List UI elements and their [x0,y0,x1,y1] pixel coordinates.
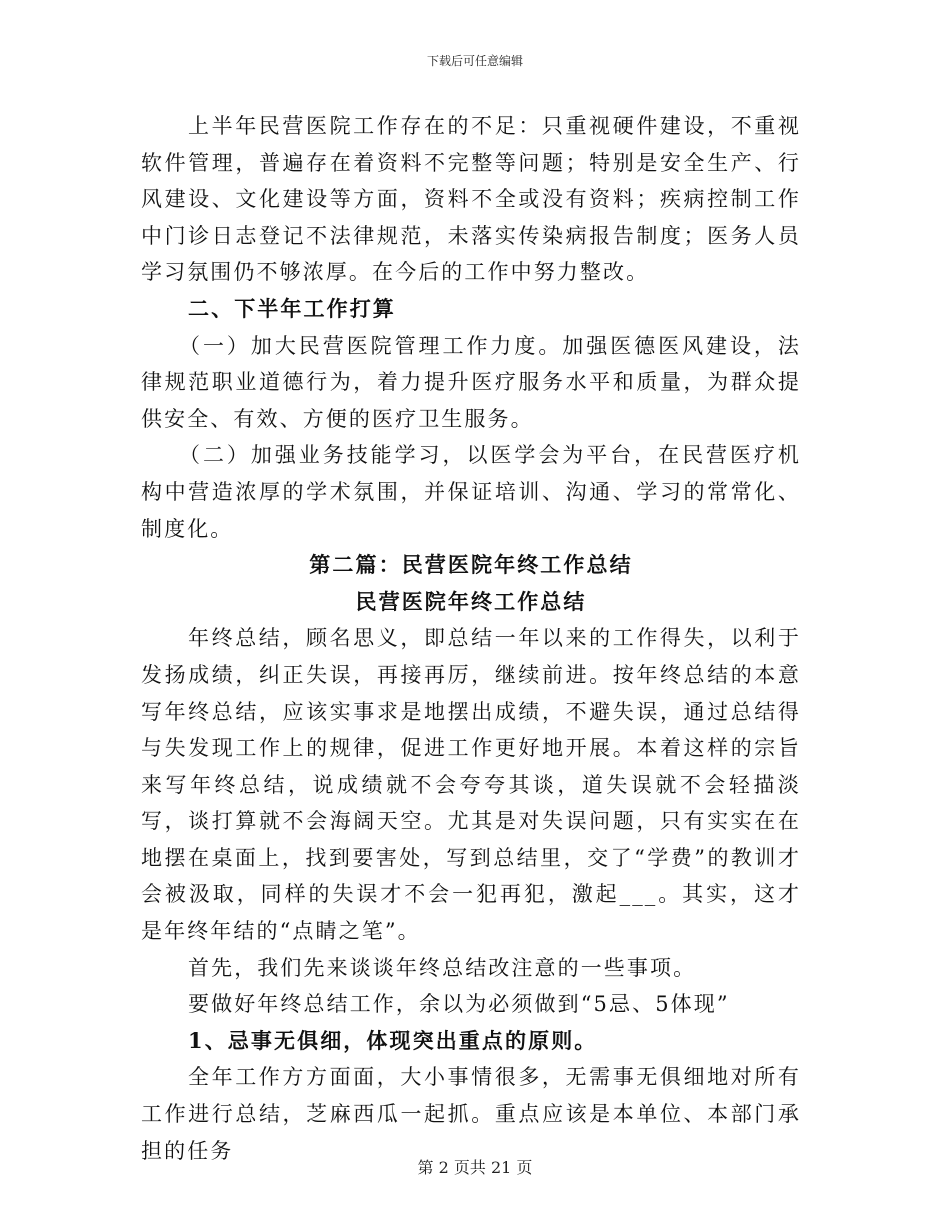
principle-one-body: 全年工作方方面面，大小事情很多，无需事无俱细地对所有工作进行总结，芝麻西瓜一起抓。重点应该是本单位、本部门承担的任务 [141,1065,801,1163]
plan-item-two: （二）加强业务技能学习，以医学会为平台，在民营医疗机构中营造浓厚的学术氛围，并保证培训、沟通、学习的常常化、制度化。 [141,443,801,541]
first-paragraph: 首先，我们先来谈谈年终总结改注意的一些事项。 [188,955,697,980]
section-two-heading: 二、下半年工作打算 [188,295,396,321]
document-body [141,108,801,1169]
page-number: 第 2 页共 21 页 [417,1158,533,1177]
shortcomings-paragraph: 上半年民营医院工作存在的不足：只重视硬件建设，不重视软件管理，普遍存在着资料不完整等问题；特别是安全生产、行风建设、文化建设等方面，资料不全或没有资料；疾病控制工作中门诊日志登记不法律规范，未落实传染病报告制度；医务人员学习氛围仍不够浓厚。在今后的工作中努力整改。 [141,114,801,285]
requirement-paragraph: 要做好年终总结工作，余以为必须做到“5忌、5体现” [188,992,730,1017]
principle-one-heading: 1、忌事无俱细，体现突出重点的原则。 [188,1027,598,1053]
plan-item-one: （一）加大民营医院管理工作力度。加强医德医风建设，法律规范职业道德行为，着力提升医疗服务水平和质量，为群众提供安全、有效、方便的医疗卫生服务。 [141,333,801,431]
article-title: 民营医院年终工作总结 [355,588,587,614]
page-header: 下载后可任意编辑 [426,54,523,68]
part-two-title: 第二篇：民营医院年终工作总结 [309,552,633,578]
intro-paragraph: 年终总结，顾名思义，即总结一年以来的工作得失，以利于发扬成绩，纠正失误，再接再厉，继续前进。按年终总结的本意写年终总结，应该实事求是地摆出成绩，不避失误，通过总结得与失发现工作上的规律，促进工作更好地开展。本着这样的宗旨来写年终总结，说成绩就不会夸夸其谈，道失误就不会轻描淡写，谈打算就不会海阔天空。尤其是对失误问题，只有实实在在地摆在桌面上，找到要害处，写到总结里，交了“学费”的教训才会被汲取，同样的失误才不会一犯再犯，激起___。其实，这才是年终年结的“点睛之笔”。 [141,626,801,944]
